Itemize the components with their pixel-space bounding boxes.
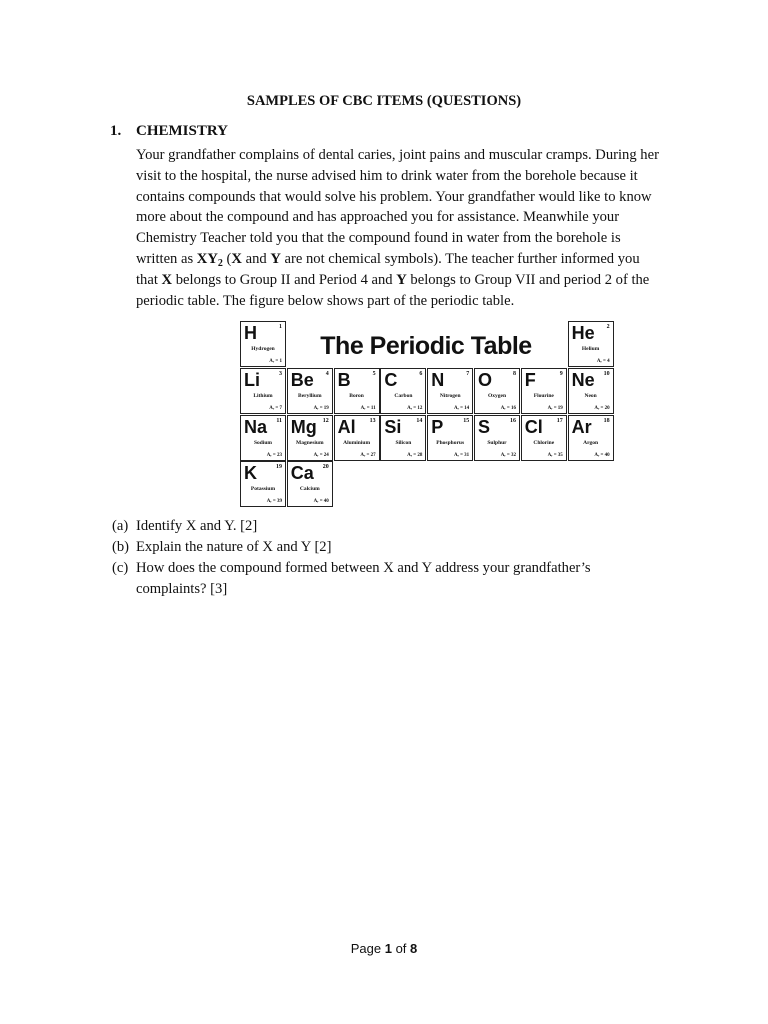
atomic-mass: Aᵣ = 12 (407, 405, 423, 411)
periodic-table-title: The Periodic Table (320, 332, 532, 360)
question-label: (c) (112, 560, 129, 576)
symbol-y: Y (270, 250, 281, 267)
element-symbol: Al (337, 416, 356, 437)
element-name: Chlorine (533, 439, 555, 446)
footer-of-word: of (391, 941, 411, 956)
footer-page-word: Page (350, 941, 385, 956)
atomic-mass: Aᵣ = 19 (547, 405, 563, 411)
symbol-x: X (231, 250, 242, 267)
atomic-number: 15 (463, 417, 470, 424)
atomic-mass: Aᵣ = 40 (313, 499, 329, 505)
element-name: Helium (581, 346, 600, 352)
atomic-number: 13 (369, 417, 376, 424)
element-cell-ca (287, 461, 333, 507)
element-symbol: P (431, 416, 444, 437)
atomic-mass: Aᵣ = 31 (453, 452, 470, 458)
question-text: Identify X and Y. [2] (136, 518, 258, 534)
atomic-mass: Aᵣ = 19 (313, 405, 329, 411)
element-name: Phosphorus (436, 439, 465, 446)
element-cell-k (240, 461, 286, 507)
periodic-table-figure (240, 321, 618, 511)
atomic-mass: Aᵣ = 14 (453, 405, 470, 411)
element-symbol: Li (244, 369, 260, 390)
element-cell-f (521, 368, 567, 414)
atomic-number: 10 (603, 370, 610, 377)
element-cell-b (334, 368, 380, 414)
element-cell-ar (568, 415, 614, 461)
atomic-number: 4 (325, 370, 329, 377)
question-paragraph (136, 145, 681, 311)
formula-subscript: 2 (217, 257, 223, 269)
element-symbol: C (384, 369, 398, 390)
text-run: and (241, 250, 271, 267)
element-name: Nitrogen (439, 392, 461, 399)
element-name: Aluminium (343, 439, 371, 446)
atomic-number: 8 (513, 370, 516, 377)
paragraph-line: more about the compound and has approached you for assistance. Meanwhile your (136, 209, 620, 226)
page-footer (0, 941, 768, 956)
atomic-number: 5 (372, 370, 376, 377)
text-run: that (136, 271, 162, 288)
element-symbol: S (478, 416, 491, 437)
element-cell-be (287, 368, 333, 414)
element-symbol: N (431, 369, 445, 390)
atomic-number: 14 (416, 417, 423, 424)
element-symbol: Ne (571, 369, 595, 390)
element-cell-al (334, 415, 380, 461)
element-name: Argon (583, 439, 599, 446)
element-cell-na (240, 415, 286, 461)
element-cell-s (474, 415, 520, 461)
atomic-mass: Aᵣ = 7 (269, 405, 282, 411)
element-symbol: Cl (524, 416, 543, 437)
atomic-mass: Aᵣ = 40 (594, 452, 610, 458)
question-text: Explain the nature of X and Y [2] (136, 539, 332, 555)
atomic-mass: Aᵣ = 11 (360, 405, 376, 411)
element-symbol: Mg (290, 416, 317, 437)
paragraph-line: periodic table. The figure below shows part of the periodic table. (136, 292, 515, 309)
atomic-number: 17 (556, 417, 563, 424)
element-name: Oxygen (487, 392, 507, 399)
element-name: Sodium (253, 439, 273, 446)
atomic-number: 20 (322, 464, 329, 471)
element-symbol: Na (244, 416, 268, 437)
atomic-number: 1 (279, 324, 282, 330)
element-symbol: He (571, 323, 595, 343)
atomic-mass: Aᵣ = 23 (266, 452, 282, 458)
element-cell-si (380, 415, 426, 461)
element-name: Lithium (253, 392, 273, 399)
atomic-number: 18 (603, 417, 610, 424)
atomic-number: 19 (276, 464, 282, 471)
element-name: Carbon (394, 392, 413, 399)
element-name: Silicon (395, 439, 412, 446)
total-pages: 8 (410, 941, 418, 956)
element-name: Flourine (533, 392, 554, 399)
element-symbol: K (244, 463, 257, 484)
element-symbol: Ca (290, 463, 314, 484)
text-run: are not chemical symbols). The teacher further informed you (280, 250, 640, 267)
element-name: Magnesium (296, 439, 324, 446)
paragraph-line (136, 249, 681, 270)
atomic-mass: Aᵣ = 32 (500, 452, 516, 458)
element-symbol: Ar (571, 416, 592, 437)
atomic-number: 7 (466, 370, 470, 377)
element-name: Boron (349, 392, 364, 399)
question-label: (a) (112, 518, 129, 534)
text-run: written as (136, 250, 197, 267)
element-cell-he (568, 321, 614, 367)
element-cell-o (474, 368, 520, 414)
paragraph-line: contains compounds that would solve his problem. Your grandfather would like to know (136, 188, 652, 205)
question-text-line: How does the compound formed between X and Y address your grandfather’s (136, 560, 591, 576)
atomic-number: 12 (322, 417, 329, 424)
element-name: Hydrogen (251, 346, 275, 352)
element-symbol: O (478, 369, 493, 390)
atomic-mass: Aᵣ = 20 (594, 405, 610, 411)
atomic-mass: Aᵣ = 27 (360, 452, 376, 458)
element-cell-p (427, 415, 473, 461)
current-page: 1 (384, 941, 392, 956)
atomic-mass: Aᵣ = 1 (269, 359, 282, 364)
atomic-number: 3 (279, 370, 282, 377)
atomic-number: 16 (510, 417, 516, 424)
compound-formula: XY (196, 250, 218, 267)
element-symbol: B (337, 369, 351, 390)
symbol-x: X (161, 271, 173, 288)
element-cell-h (240, 321, 286, 367)
atomic-mass: Aᵣ = 24 (313, 452, 329, 458)
element-cell-li (240, 368, 286, 414)
atomic-mass: Aᵣ = 35 (547, 452, 563, 458)
paragraph-line: Your grandfather complains of dental caries, joint pains and muscular cramps. During her (136, 147, 659, 163)
element-symbol: H (244, 323, 257, 343)
element-cell-c (380, 368, 426, 414)
element-cell-cl (521, 415, 567, 461)
element-cell-n (427, 368, 473, 414)
paragraph-line: visit to the hospital, the nurse advised him to drink water from the borehole because it (136, 167, 638, 184)
atomic-number: 11 (276, 417, 282, 424)
element-symbol: Si (384, 416, 402, 437)
atomic-mass: Aᵣ = 39 (266, 499, 282, 505)
element-name: Calcium (299, 486, 320, 493)
text-run: ( (222, 250, 232, 267)
atomic-mass: Aᵣ = 4 (596, 359, 610, 364)
atomic-number: 6 (419, 370, 423, 377)
question-text (136, 558, 676, 600)
element-name: Sulphur (487, 439, 507, 446)
element-name: Beryllium (298, 392, 322, 399)
page-title: SAMPLES OF CBC ITEMS (QUESTIONS) (246, 93, 522, 109)
paragraph-line (136, 270, 681, 291)
element-cell-mg (287, 415, 333, 461)
question-label: (b) (112, 539, 130, 555)
element-name: Neon (584, 392, 597, 399)
atomic-number: 2 (606, 324, 610, 330)
element-name: Potassium (250, 486, 276, 493)
atomic-mass: Aᵣ = 16 (500, 405, 516, 411)
element-symbol: F (524, 369, 536, 390)
text-run: belongs to Group II and Period 4 and (172, 271, 397, 288)
question-text-line: complaints? [3] (136, 580, 228, 597)
text-run: belongs to Group VII and period 2 of the (406, 271, 650, 288)
element-cell-ne (568, 368, 614, 414)
symbol-y: Y (396, 271, 407, 288)
section-number: 1. (110, 123, 122, 139)
atomic-number: 9 (559, 370, 563, 377)
section-title: CHEMISTRY (136, 123, 228, 139)
paragraph-line: Chemistry Teacher told you that the compound found in water from the borehole is (136, 230, 621, 247)
element-symbol: Be (290, 369, 314, 390)
atomic-mass: Aᵣ = 28 (407, 452, 423, 458)
